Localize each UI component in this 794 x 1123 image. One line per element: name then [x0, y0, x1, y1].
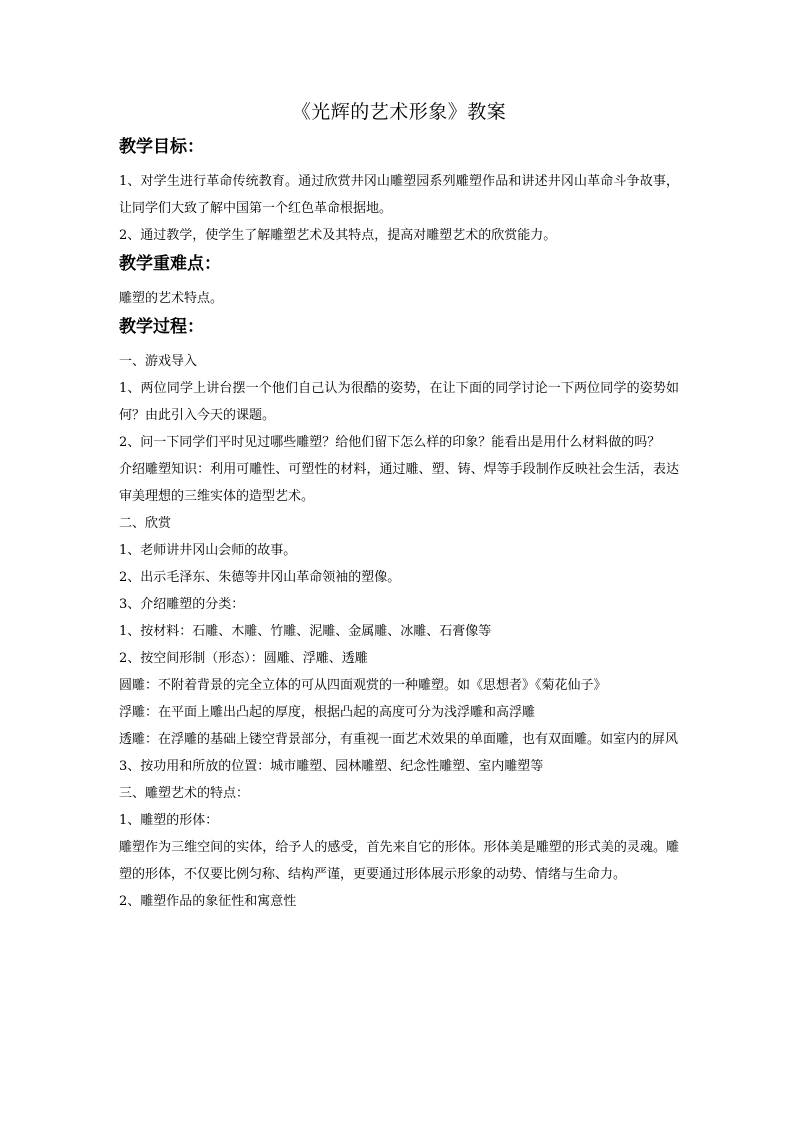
paragraph: 3、介绍雕塑的分类： — [119, 597, 245, 612]
document-body — [119, 98, 679, 915]
section-heading: 教学重难点： — [119, 254, 221, 274]
paragraph: 1、对学生进行革命传统教育。通过欣赏井冈山雕塑园系列雕塑作品和讲述井冈山革命斗争故事，让同学们大致了解中国第一个红色革命根据地。 — [119, 174, 679, 216]
paragraph: 1、按材料：石雕、木雕、竹雕、泥雕、金属雕、冰雕、石膏像等 — [119, 624, 492, 639]
paragraph: 圆雕：不附着背景的完全立体的可从四面观赏的一种雕塑。如《思想者》《菊花仙子》 — [119, 678, 607, 693]
paragraph: 透雕：在浮雕的基础上镂空背景部分，有重视一面艺术效果的单面雕，也有双面雕。如室内的屏风 — [119, 732, 679, 747]
paragraph: 2、问一下同学们平时见过哪些雕塑？给他们留下怎么样的印象？能看出是用什么材料做的吗？ — [119, 435, 661, 450]
section-heading: 教学过程： — [119, 317, 204, 337]
section-heading: 教学目标： — [119, 137, 204, 157]
document-title: 《光辉的艺术形象》教案 — [291, 101, 507, 123]
section-teaching-process — [119, 314, 679, 915]
section-teaching-goals — [119, 134, 679, 249]
paragraph: 二、欣赏 — [119, 516, 172, 531]
paragraph: 雕塑作为三维空间的实体，给予人的感受，首先来自它的形体。形体美是雕塑的形式美的灵魂。雕塑的形体，不仅要比例匀称、结构严谨，更要通过形体展示形象的动势、情绪与生命力。 — [119, 840, 679, 882]
paragraph: 雕塑的艺术特点。 — [119, 291, 224, 306]
paragraph: 浮雕：在平面上雕出凸起的厚度，根据凸起的高度可分为浅浮雕和高浮雕 — [119, 705, 536, 720]
paragraph: 一、游戏导入 — [119, 354, 198, 369]
paragraph: 2、出示毛泽东、朱德等井冈山革命领袖的塑像。 — [119, 570, 401, 585]
paragraph: 1、老师讲井冈山会师的故事。 — [119, 543, 297, 558]
paragraph: 2、通过教学，使学生了解雕塑艺术及其特点，提高对雕塑艺术的欣赏能力。 — [119, 228, 557, 243]
paragraph: 三、雕塑艺术的特点： — [119, 786, 250, 801]
paragraph: 2、按空间形制（形态）：圆雕、浮雕、透雕 — [119, 651, 368, 666]
section-key-points — [119, 251, 679, 312]
paragraph: 2、雕塑作品的象征性和寓意性 — [119, 894, 297, 909]
paragraph: 3、按功用和所放的位置：城市雕塑、园林雕塑、纪念性雕塑、室内雕塑等 — [119, 759, 544, 774]
paragraph: 1、两位同学上讲台摆一个他们自己认为很酷的姿势，在让下面的同学讨论一下两位同学的姿势如何？由此引入今天的课题。 — [119, 381, 679, 423]
paragraph: 1、雕塑的形体： — [119, 813, 219, 828]
paragraph: 介绍雕塑知识：利用可雕性、可塑性的材料，通过雕、塑、铸、焊等手段制作反映社会生活，表达审美理想的三维实体的造型艺术。 — [119, 462, 679, 504]
